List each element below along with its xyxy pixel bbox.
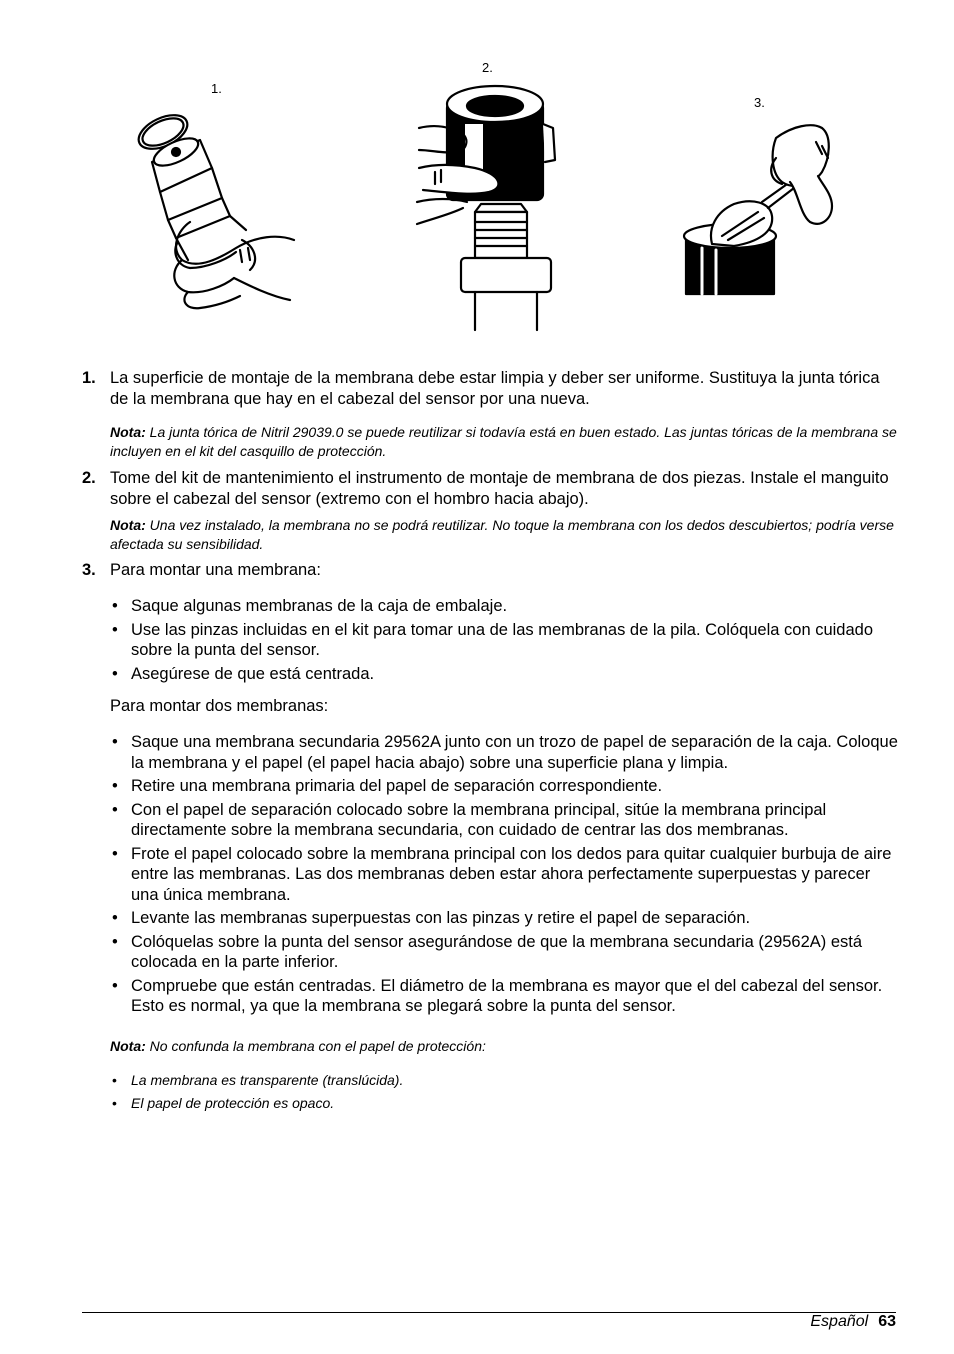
list-item: • Retire una membrana primaria del papel de separación correspondiente. xyxy=(112,777,663,795)
step-text: La superficie de montaje de la membrana debe estar limpia y deber ser uniforme. Sustituya la junta tórica de la membrana que hay en el cabezal del sensor por una nueva. xyxy=(110,369,880,408)
note-text: Una vez instalado, la membrana no se podrá reutilizar. No toque la membrana con los dedos descubiertos; podría verse afectada su sensibilidad. xyxy=(110,517,894,552)
figure-3-label: 3. xyxy=(754,95,765,110)
list-item: • Colóquelas sobre la punta del sensor asegurándose de que la membrana secundaria (29562A) está colocada en la parte inferior. xyxy=(112,932,863,971)
note-text: La junta tórica de Nitril 29039.0 se puede reutilizar si todavía está en buen estado. Las juntas tóricas de la membrana se incluyen en el kit del casquillo de protección. xyxy=(110,424,897,459)
step-number: 1. xyxy=(82,369,96,387)
step-number: 3. xyxy=(82,561,96,579)
instruction-steps xyxy=(82,368,898,1117)
final-note-list xyxy=(110,1071,898,1113)
note-label: Nota: xyxy=(110,424,146,440)
list-item: • La membrana es transparente (translúcida). xyxy=(112,1071,404,1088)
list-item: • Frote el papel colocado sobre la membrana principal con los dedos para quitar cualquier burbuja de aire entre las membranas. Las dos membranas deben estar ahora perfectamente superpuestas y parecer una única membrana. xyxy=(112,844,892,904)
footer-divider xyxy=(82,1312,896,1313)
list-item: • Con el papel de separación colocado sobre la membrana principal, sitúe la membrana principal directamente sobre la membrana secundaria, con cuidado de centrar las dos membranas. xyxy=(112,800,827,839)
figure-2-illustration xyxy=(405,84,570,332)
footer-language: Español xyxy=(810,1313,869,1330)
note-label: Nota: xyxy=(110,517,146,533)
step-3 xyxy=(82,560,898,1113)
step-1 xyxy=(82,368,898,461)
step-number: 2. xyxy=(82,469,96,487)
list-item: • El papel de protección es opaco. xyxy=(112,1094,335,1111)
page-number: 63 xyxy=(878,1313,896,1330)
list-item: • Compruebe que están centradas. El diámetro de la membrana es mayor que el del cabezal del sensor. Esto es normal, ya que la membrana se plegará sobre la punta del sensor. xyxy=(112,976,883,1015)
step-text: Para montar una membrana: xyxy=(110,561,321,579)
single-membrane-list xyxy=(110,596,898,684)
two-membranes-intro: Para montar dos membranas: xyxy=(110,697,329,715)
list-item: • Saque algunas membranas de la caja de embalaje. xyxy=(112,597,508,615)
list-item: • Use las pinzas incluidas en el kit para tomar una de las membranas de la pila. Colóquela con cuidado sobre la punta del sensor. xyxy=(112,620,874,659)
list-item: • Saque una membrana secundaria 29562A junto con un trozo de papel de separación de la caja. Coloque la membrana y el papel (el papel hacia abajo) sobre una superficie plana y limpia. xyxy=(112,733,898,772)
list-item: • Asegúrese de que está centrada. xyxy=(112,664,375,683)
figure-3-illustration xyxy=(672,118,842,298)
step-text: Tome del kit de mantenimiento el instrumento de montaje de membrana de dos piezas. Instale el manguito sobre el cabezal del sensor (extremo con el hombro hacia abajo). xyxy=(110,469,889,508)
step-2 xyxy=(82,468,898,554)
page-footer xyxy=(810,1313,896,1331)
note-label: Nota: xyxy=(110,1037,146,1054)
note xyxy=(110,423,898,461)
note xyxy=(110,516,898,554)
note-text: No confunda la membrana con el papel de protección: xyxy=(149,1037,486,1054)
figure-2-label: 2. xyxy=(482,60,493,75)
figure-1-illustration xyxy=(130,110,300,315)
double-membrane-list xyxy=(110,732,898,1017)
figure-1-label: 1. xyxy=(211,81,222,96)
final-note xyxy=(110,1037,898,1056)
list-item: • Levante las membranas superpuestas con las pinzas y retire el papel de separación. xyxy=(112,909,751,927)
